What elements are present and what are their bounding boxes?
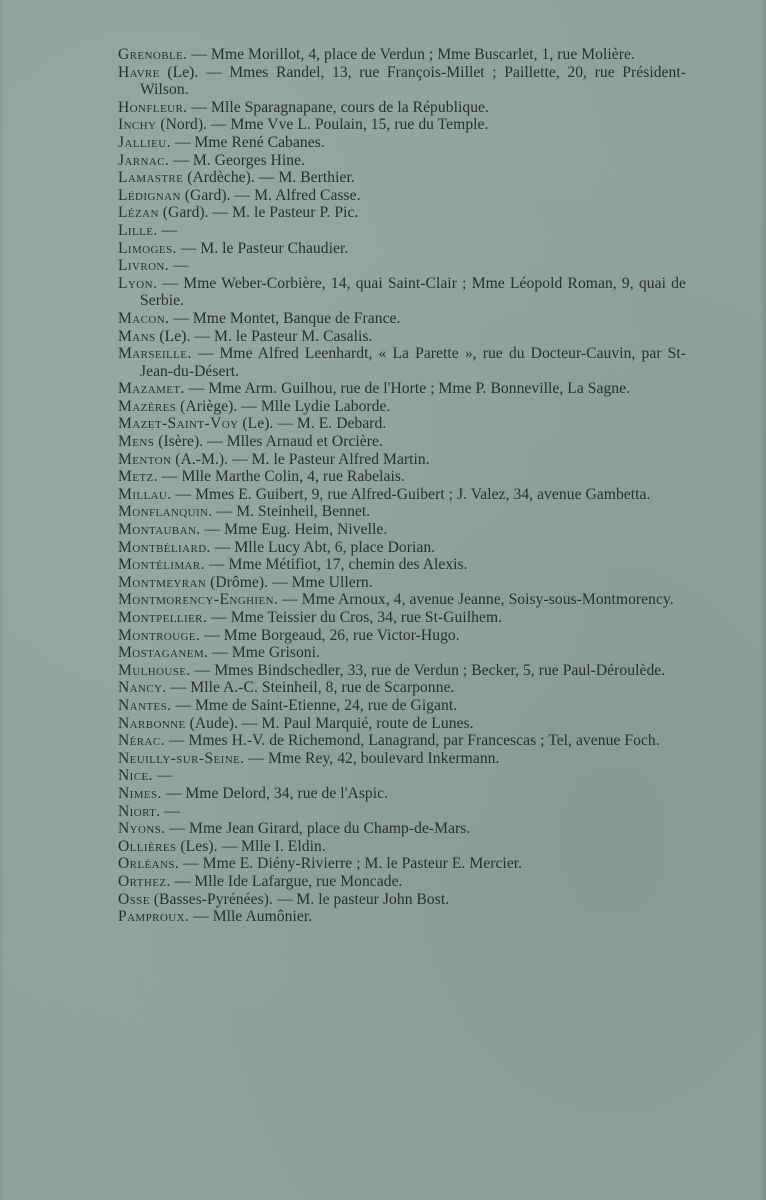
entry-place-name: Lyon. <box>118 274 158 292</box>
entry-contact-text: — Mme Borgeaud, 26, rue Victor-Hugo. <box>200 626 460 644</box>
entry-contact-text: — <box>152 767 173 785</box>
entry-contact-text: — M. Georges Hine. <box>169 151 306 169</box>
entry-place-name: Narbonne <box>118 714 186 732</box>
entry-contact-text: — Mlle A.-C. Steinheil, 8, rue de Scarponne. <box>166 679 455 697</box>
entry-contact-text: (Ardèche). — M. Berthier. <box>183 169 355 187</box>
entry-place-name: Macon. <box>118 309 170 327</box>
entry-place-name: Mostaganem. <box>118 644 209 662</box>
list-item <box>118 873 686 891</box>
entry-place-name: Menton <box>118 450 172 468</box>
list-item <box>118 908 686 926</box>
list-item <box>118 345 686 380</box>
list-item <box>118 275 686 310</box>
entry-place-name: Nimes. <box>118 784 162 802</box>
entry-contact-text: (Basses-Pyrénées). — M. le pasteur John Bost. <box>149 890 450 908</box>
entry-place-name: Inchy <box>118 116 157 134</box>
entry-contact-text: — Mme Morillot, 4, place de Verdun ; Mme Buscarlet, 1, rue Molière. <box>187 46 635 63</box>
entry-place-name: Montrouge. <box>118 626 201 644</box>
entry-place-name: Nice. <box>118 767 153 785</box>
list-item <box>118 415 686 433</box>
list-item <box>118 380 686 398</box>
list-item <box>118 222 686 240</box>
entry-contact-text: (Le). — M. le Pasteur M. Casalis. <box>155 327 373 345</box>
list-item <box>118 662 686 680</box>
entry-place-name: Metz. <box>118 468 158 486</box>
entry-contact-text: (Aude). — M. Paul Marquié, route de Lunes. <box>185 714 474 732</box>
list-item <box>118 627 686 645</box>
list-item <box>118 715 686 733</box>
entry-place-name: Montélimar. <box>118 556 205 574</box>
list-item <box>118 169 686 187</box>
entry-contact-text: — Mmes H.-V. de Richemond, Lanagrand, par Francescas ; Tel, avenue Foch. <box>164 732 660 750</box>
list-item <box>118 574 686 592</box>
entry-contact-text: — Mme Jean Girard, place du Champ-de-Mars. <box>165 820 471 838</box>
list-item <box>118 785 686 803</box>
entry-contact-text: (Gard). — M. Alfred Casse. <box>180 186 361 204</box>
entry-contact-text: — Mme Alfred Leenhardt, « La Parette », rue du Docteur-Cauvin, par St-Jean-du-Désert. <box>140 345 686 380</box>
entry-place-name: Mazet-Saint-Voy <box>118 415 239 433</box>
entry-contact-text: (A.-M.). — M. le Pasteur Alfred Martin. <box>171 450 430 468</box>
entry-place-name: Montauban. <box>118 521 201 539</box>
entry-contact-text: — Mme Eug. Heim, Nivelle. <box>200 521 388 539</box>
entry-contact-text: — Mlle Aumônier. <box>189 908 313 926</box>
entry-contact-text: (Gard). — M. le Pasteur P. Pic. <box>158 204 359 222</box>
entry-contact-text: — Mme Delord, 34, rue de l'Aspic. <box>161 784 389 802</box>
list-item <box>118 556 686 574</box>
entry-place-name: Mazamet. <box>118 380 185 398</box>
entry-place-name: Montbéliard. <box>118 538 211 556</box>
page-edge-shadow-left <box>0 0 4 1200</box>
entry-place-name: Millau. <box>118 485 172 503</box>
list-item <box>118 204 686 222</box>
entry-place-name: Lédignan <box>118 186 181 204</box>
list-item <box>118 257 686 275</box>
entry-contact-text: — Mlle Marthe Colin, 4, rue Rabelais. <box>157 468 405 486</box>
entry-contact-text: — Mme Weber-Corbière, 14, quai Saint-Clair ; Mme Léopold Roman, 9, quai de Serbie. <box>140 274 686 310</box>
list-item <box>118 803 686 821</box>
entry-contact-text: — Mme Teissier du Cros, 34, rue St-Guilhem. <box>207 609 503 626</box>
list-item <box>118 891 686 909</box>
entry-place-name: Montmeyran <box>118 573 207 591</box>
list-item <box>118 750 686 768</box>
entry-place-name: Niort. <box>118 802 161 820</box>
entry-place-name: Nantes. <box>118 696 172 714</box>
list-item <box>118 539 686 557</box>
entry-place-name: Mans <box>118 327 156 345</box>
entry-place-name: Orléans. <box>118 855 180 873</box>
list-item <box>118 240 686 258</box>
list-item <box>118 152 686 170</box>
entry-place-name: Honfleur. <box>118 98 188 116</box>
entry-contact-text: — Mlle Sparagnapane, cours de la République. <box>187 98 489 116</box>
entry-place-name: Marseille. <box>118 345 192 363</box>
list-item <box>118 838 686 856</box>
entry-contact-text: — <box>157 221 178 239</box>
entry-place-name: Havre <box>118 63 160 81</box>
entry-contact-text: (Le). — Mmes Randel, 13, rue François-Millet ; Paillette, 20, rue Président-Wilson. <box>140 63 686 99</box>
entry-contact-text: — Mme Arm. Guilhou, rue de l'Horte ; Mme P. Bonneville, La Sagne. <box>184 380 631 398</box>
list-item <box>118 451 686 469</box>
correspondents-list <box>118 46 686 926</box>
entry-place-name: Grenoble. <box>118 46 188 63</box>
list-item <box>118 486 686 504</box>
list-item <box>118 46 686 64</box>
entry-contact-text: (Les). — Mlle I. Eldin. <box>176 837 326 855</box>
entry-contact-text: (Nord). — Mme Vve L. Poulain, 15, rue du Temple. <box>156 116 489 134</box>
entry-place-name: Mulhouse. <box>118 661 191 679</box>
entry-contact-text: — <box>169 257 189 275</box>
entry-contact-text: — Mme E. Diény-Rivierre ; M. le Pasteur E. Mercier. <box>179 855 523 873</box>
entry-place-name: Lille. <box>118 221 158 239</box>
list-item <box>118 503 686 521</box>
entry-place-name: Montmorency-Enghien. <box>118 591 279 609</box>
list-item <box>118 591 686 609</box>
entry-contact-text: — Mlle Lucy Abt, 6, place Dorian. <box>210 538 436 556</box>
list-item <box>118 697 686 715</box>
entry-place-name: Orthez. <box>118 872 171 890</box>
list-item <box>118 433 686 451</box>
entry-contact-text: (Drôme). — Mme Ullern. <box>206 573 373 591</box>
page-edge-shadow-right <box>760 0 766 1200</box>
entry-place-name: Montpellier. <box>118 609 208 626</box>
entry-place-name: Lamastre <box>118 169 184 187</box>
entry-contact-text: — Mme Arnoux, 4, avenue Jeanne, Soisy-sous-Montmorency. <box>278 591 674 609</box>
entry-place-name: Lézan <box>118 204 159 222</box>
entry-contact-text: — Mme Métifiot, 17, chemin des Alexis. <box>204 556 468 574</box>
list-item <box>118 521 686 539</box>
entry-place-name: Mazères <box>118 397 177 415</box>
entry-place-name: Nérac. <box>118 732 165 750</box>
list-item <box>118 398 686 416</box>
entry-place-name: Livron. <box>118 257 170 275</box>
entry-contact-text: — Mmes E. Guibert, 9, rue Alfred-Guibert ; J. Valez, 34, avenue Gambetta. <box>171 485 651 503</box>
entry-contact-text: — M. le Pasteur Chaudier. <box>176 239 349 257</box>
entry-place-name: Neuilly-sur-Seine. <box>118 749 245 767</box>
entry-place-name: Jallieu. <box>118 133 171 151</box>
entry-place-name: Mens <box>118 433 155 451</box>
entry-contact-text: — <box>160 802 181 820</box>
entry-place-name: Nancy. <box>118 679 167 697</box>
entry-contact-text: — Mme Grisoni. <box>208 644 320 662</box>
entry-place-name: Monflanquin. <box>118 503 213 521</box>
entry-contact-text: — Mme René Cabanes. <box>170 133 325 151</box>
entry-contact-text: (Le). — M. E. Debard. <box>238 415 387 433</box>
list-item <box>118 644 686 662</box>
entry-contact-text: — M. Steinheil, Bennet. <box>212 503 371 521</box>
entry-contact-text: — Mme de Saint-Etienne, 24, rue de Gigant. <box>171 696 458 714</box>
list-item <box>118 64 686 99</box>
list-item <box>118 609 686 627</box>
entry-contact-text: — Mmes Bindschedler, 33, rue de Verdun ; Becker, 5, rue Paul-Déroulède. <box>190 661 666 679</box>
entry-place-name: Nyons. <box>118 820 166 838</box>
entry-contact-text: — Mme Rey, 42, boulevard Inkermann. <box>244 749 500 767</box>
entry-place-name: Osse <box>118 890 150 908</box>
list-item <box>118 679 686 697</box>
list-item <box>118 134 686 152</box>
list-item <box>118 99 686 117</box>
entry-contact-text: — Mlle Ide Lafargue, rue Moncade. <box>170 872 403 890</box>
list-item <box>118 855 686 873</box>
entry-contact-text: (Isère). — Mlles Arnaud et Orcière. <box>154 433 383 451</box>
entry-contact-text: — Mme Montet, Banque de France. <box>169 309 401 327</box>
entry-place-name: Limoges. <box>118 239 177 257</box>
entry-contact-text: (Ariège). — Mlle Lydie Laborde. <box>176 397 391 415</box>
entry-place-name: Pamproux. <box>118 908 190 926</box>
list-item <box>118 820 686 838</box>
list-item <box>118 328 686 346</box>
list-item <box>118 732 686 750</box>
list-item <box>118 767 686 785</box>
list-item <box>118 116 686 134</box>
list-item <box>118 468 686 486</box>
list-item <box>118 310 686 328</box>
entry-place-name: Jarnac. <box>118 151 170 169</box>
list-item <box>118 187 686 205</box>
entry-place-name: Ollières <box>118 837 177 855</box>
